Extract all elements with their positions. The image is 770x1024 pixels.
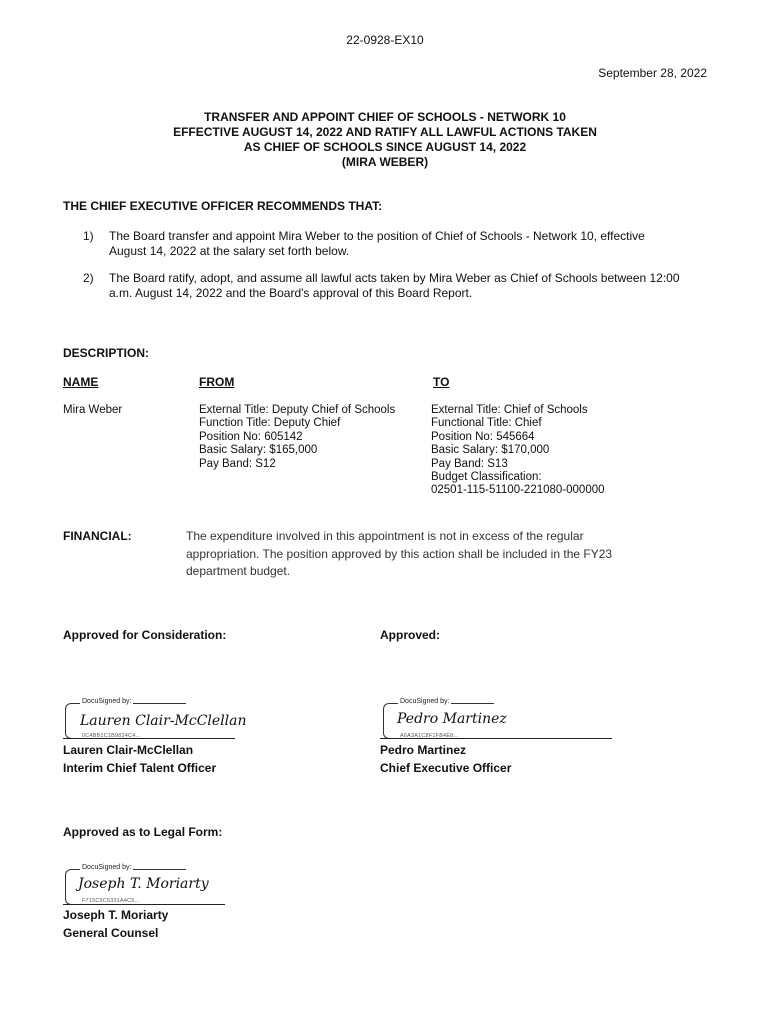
signature-hash: 0C4BB1C1B9824C4... <box>82 733 141 739</box>
approved-as-to-legal-form-label: Approved as to Legal Form: <box>63 825 223 839</box>
signer-info <box>63 906 168 942</box>
signer-info <box>63 741 216 777</box>
report-title <box>0 110 770 170</box>
signature-joseph-t-moriarty: Joseph T. Moriarty <box>78 876 209 892</box>
signer-title: Chief Executive Officer <box>380 761 512 775</box>
column-header-to: TO <box>433 375 450 389</box>
financial-label: FINANCIAL: <box>63 529 132 543</box>
signature-lauren-clair-mcclellan: Lauren Clair-McClellan <box>80 713 247 729</box>
financial-text: The expenditure involved in this appointment is not in excess of the regular appropriation. The position approved by this action shall be included in the FY23 department budget. <box>186 529 613 578</box>
column-header-from: FROM <box>199 375 235 389</box>
recommendation-item <box>83 271 683 300</box>
recommendation-list <box>83 229 683 313</box>
description-heading: DESCRIPTION: <box>63 346 150 360</box>
to-position-details: External Title: Chief of Schools Functional Title: Chief Position No: 545664 Basic Salary: $170,000 Pay Band: S13 Budget Classification: 02501-115-51100-221080-000000 <box>431 404 605 497</box>
signature-line <box>380 738 612 739</box>
approved-for-consideration-label: Approved for Consideration: <box>63 628 227 642</box>
column-header-name: NAME <box>63 375 99 389</box>
signature-line <box>63 904 225 905</box>
signer-title: Interim Chief Talent Officer <box>63 761 217 775</box>
signer-name: Joseph T. Moriarty <box>63 908 169 922</box>
recommendation-text: The Board ratify, adopt, and assume all lawful acts taken by Mira Weber as Chief of Schools between 12:00 a.m. August 14, 2022 and the Board's approval of this Board Report. <box>109 271 680 300</box>
signature-hash: F715C5C5331A4C5... <box>82 898 140 904</box>
recommendation-text: The Board transfer and appoint Mira Weber to the position of Chief of Schools - Network 10, effective August 14, 2022 at the salary set forth below. <box>109 229 645 258</box>
signer-info <box>380 741 511 777</box>
from-position-details: External Title: Deputy Chief of Schools Function Title: Deputy Chief Position No: 605142 Basic Salary: $165,000 Pay Band: S12 <box>199 404 396 470</box>
recommendation-number: 1) <box>83 229 94 243</box>
approved-label: Approved: <box>380 628 440 642</box>
signature-line <box>63 738 235 739</box>
docusigned-tag: DocuSigned by: <box>82 864 132 871</box>
signer-name: Lauren Clair-McClellan <box>63 743 194 757</box>
title-line-1: TRANSFER AND APPOINT CHIEF OF SCHOOLS - NETWORK 10 <box>204 110 566 124</box>
docusigned-tag: DocuSigned by: <box>82 698 132 705</box>
signer-name: Pedro Martinez <box>380 743 467 757</box>
signer-title: General Counsel <box>63 926 159 940</box>
title-line-3: AS CHIEF OF SCHOOLS SINCE AUGUST 14, 2022 <box>243 140 527 154</box>
document-date: September 28, 2022 <box>598 66 707 80</box>
signature-pedro-martinez: Pedro Martinez <box>397 711 507 727</box>
title-line-2: EFFECTIVE AUGUST 14, 2022 AND RATIFY ALL LAWFUL ACTIONS TAKEN <box>173 125 597 139</box>
signature-hash: A6A3A1C8F1FB4E8... <box>400 733 459 739</box>
document-id: 22-0928-EX10 <box>346 33 424 47</box>
recommendation-number: 2) <box>83 271 94 285</box>
recommendation-heading: THE CHIEF EXECUTIVE OFFICER RECOMMENDS THAT: <box>63 199 383 213</box>
recommendation-item <box>83 229 683 258</box>
title-line-4: (MIRA WEBER) <box>341 155 429 169</box>
employee-name: Mira Weber <box>63 404 123 416</box>
docusigned-tag: DocuSigned by: <box>400 698 450 705</box>
